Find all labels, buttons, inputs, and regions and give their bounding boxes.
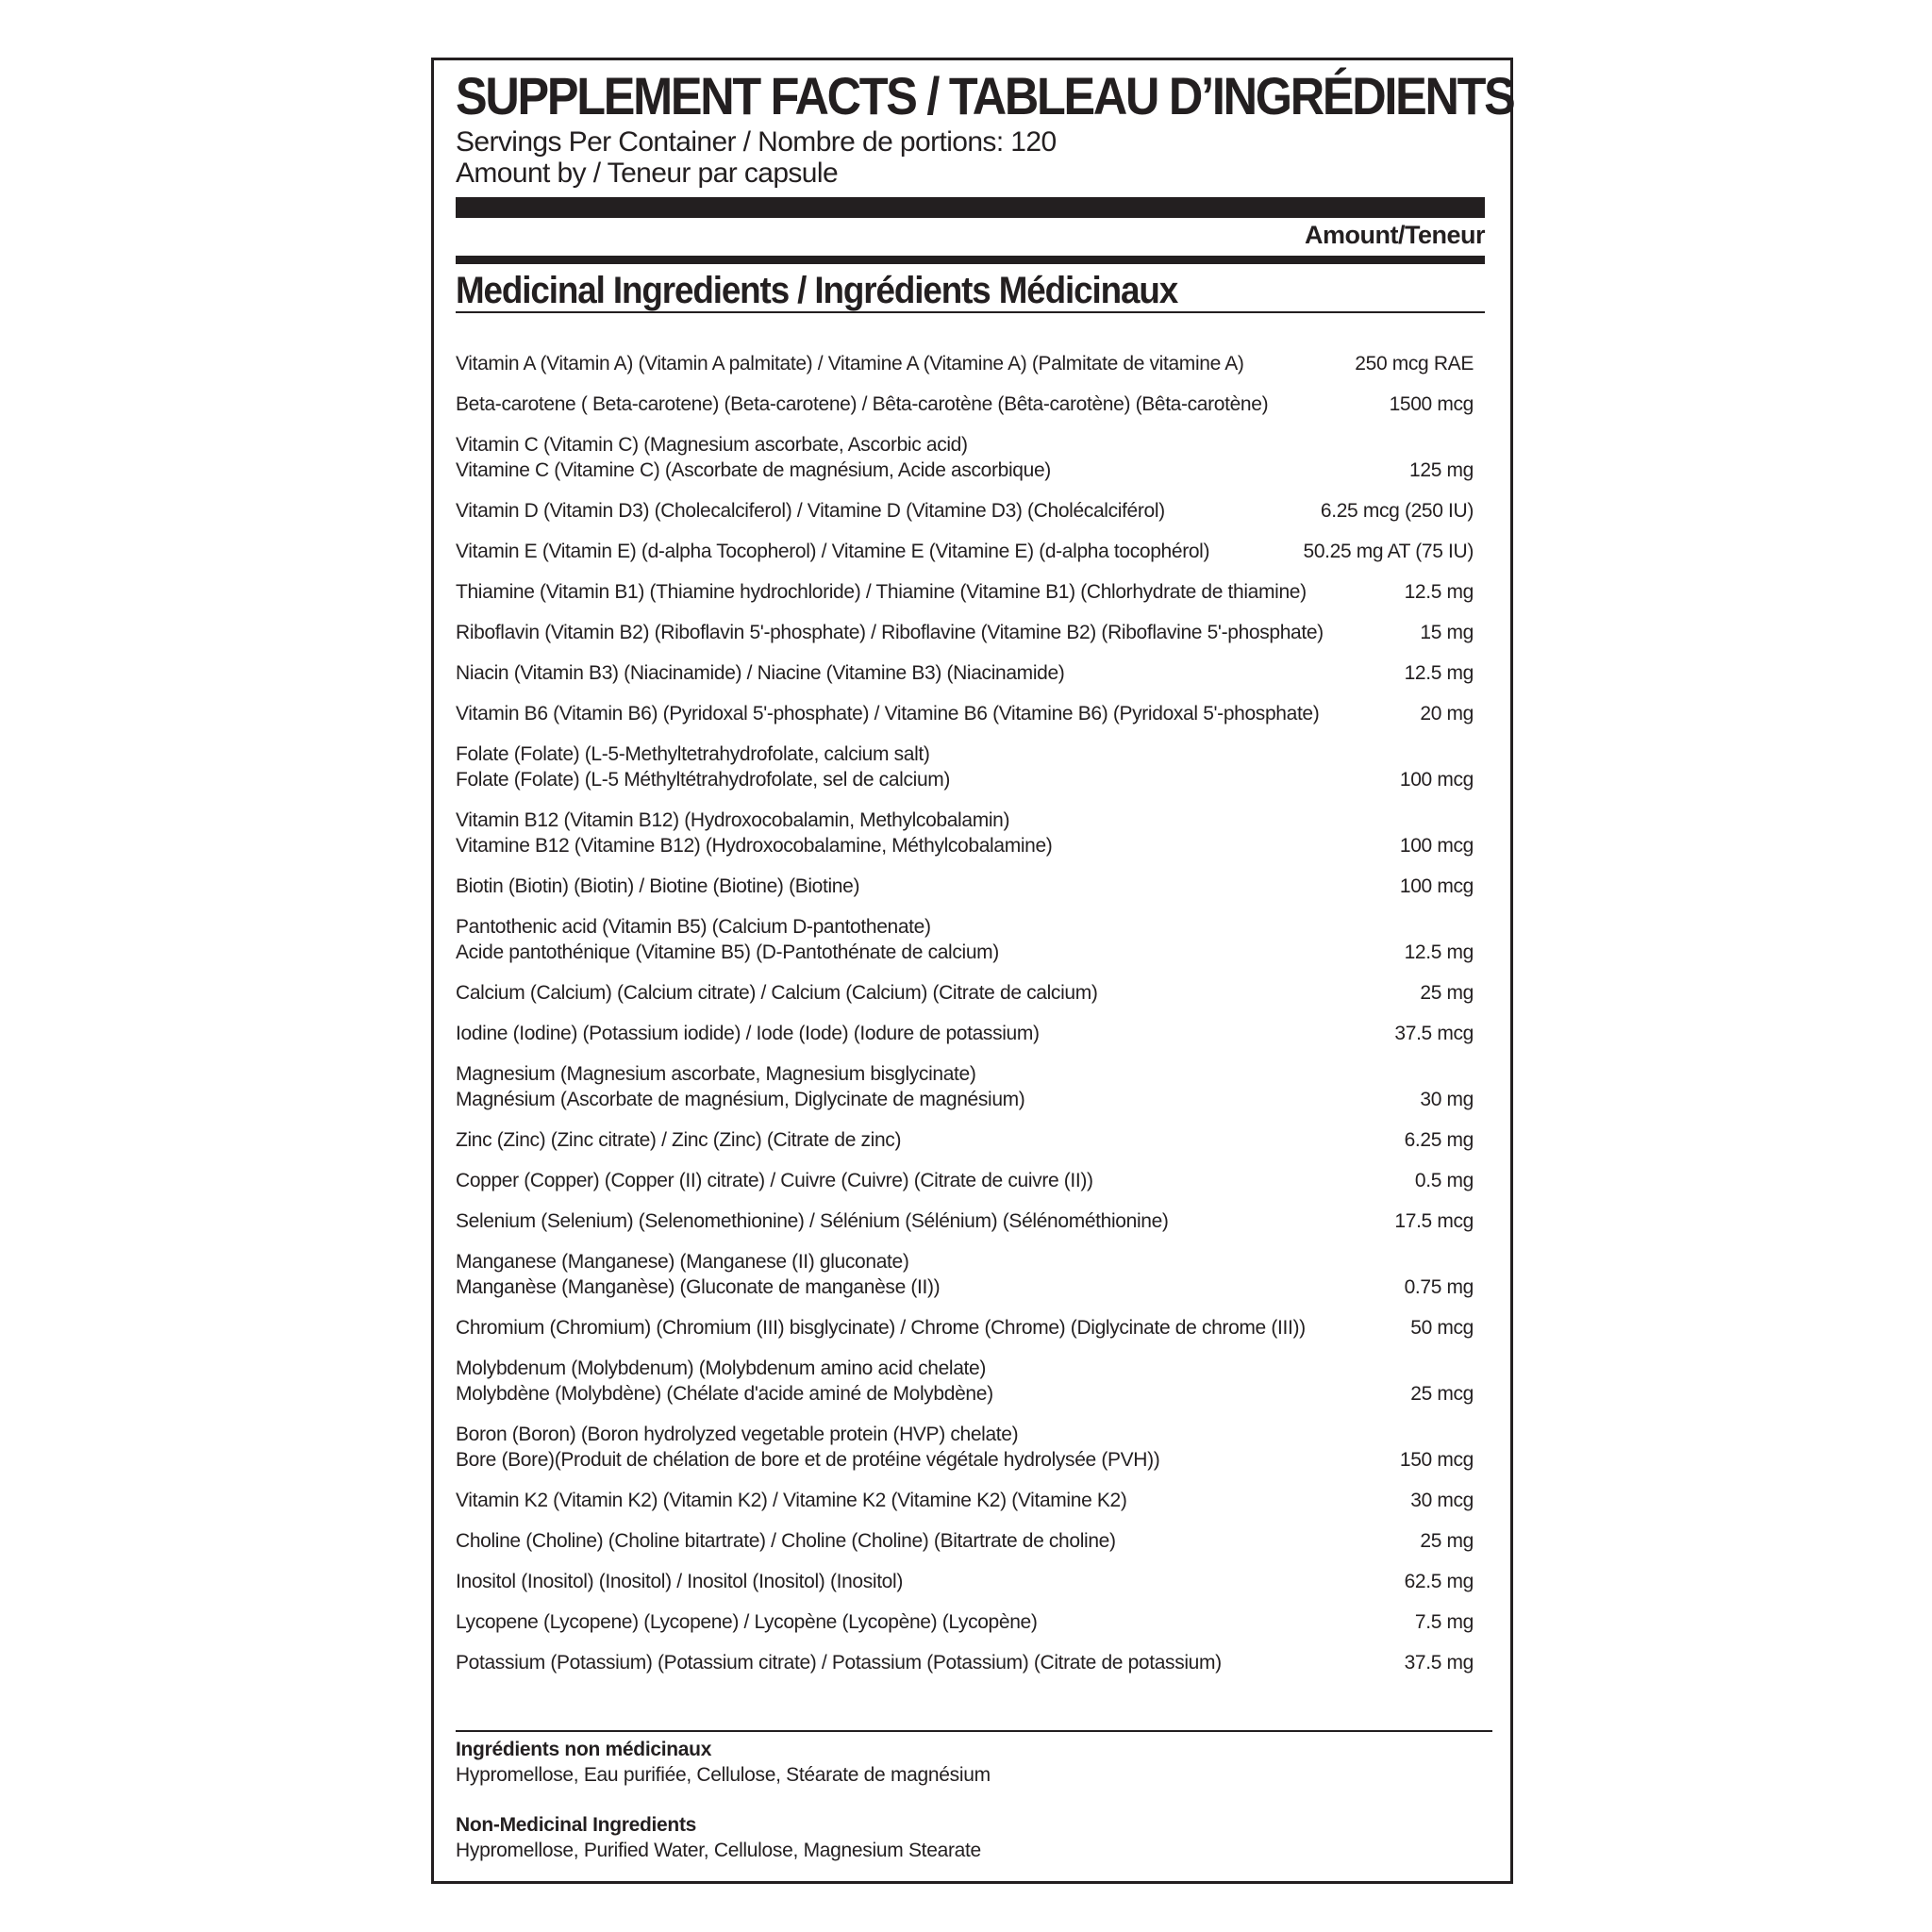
ingredient-row [456,1528,1485,1569]
ingredient-row [456,620,1485,660]
ingredient-amount: 25 mg [1420,982,1474,1004]
ingredient-amount: 37.5 mcg [1394,1023,1474,1044]
bottom-divider [456,1730,1492,1732]
ingredient-row [456,432,1485,498]
ingredient-name: Biotin (Biotin) (Biotin) / Biotine (Biotine) (Biotine) [456,875,860,897]
ingredient-row [456,1168,1485,1208]
ingredient-name: Calcium (Calcium) (Calcium citrate) / Calcium (Calcium) (Citrate de calcium) [456,982,1098,1004]
ingredient-name: Choline (Choline) (Choline bitartrate) / Choline (Choline) (Bitartrate de choline) [456,1530,1116,1552]
ingredient-name: Folate (Folate) (L-5-Methyltetrahydrofolate, calcium salt) Folate (Folate) (L-5 Méthyltétrahydrofolate, sel de calcium) [456,743,951,791]
ingredient-row [456,539,1485,579]
medium-divider [456,256,1485,264]
ingredient-amount: 30 mcg [1410,1490,1474,1511]
ingredient-name: Vitamin K2 (Vitamin K2) (Vitamin K2) / Vitamine K2 (Vitamine K2) (Vitamine K2) [456,1490,1127,1511]
ingredient-row [456,1061,1485,1127]
ingredient-name: Vitamin B12 (Vitamin B12) (Hydroxocobalamin, Methylcobalamin) Vitamine B12 (Vitamine B12) (Hydroxocobalamine, Méthylcobalamine) [456,809,1053,857]
ingredient-row [456,741,1485,808]
non-medicinal-en-text: Hypromellose, Purified Water, Cellulose, Magnesium Stearate [456,1840,981,1861]
ingredient-amount: 12.5 mg [1404,941,1474,963]
ingredient-name: Vitamin E (Vitamin E) (d-alpha Tocopherol) / Vitamine E (Vitamine E) (d-alpha tocophérol) [456,541,1210,562]
ingredient-amount: 30 mg [1420,1089,1474,1110]
ingredient-row [456,1315,1485,1356]
ingredient-amount: 100 mcg [1399,769,1474,791]
ingredient-row [456,1127,1485,1168]
ingredient-list [456,351,1485,1690]
thin-divider [456,311,1485,313]
ingredient-row [456,1569,1485,1609]
servings-per-container: Servings Per Container / Nombre de portions: 120 [456,126,1057,158]
ingredient-name: Molybdenum (Molybdenum) (Molybdenum amino acid chelate) Molybdène (Molybdène) (Chélate d'acide aminé de Molybdène) [456,1357,993,1405]
ingredient-amount: 25 mcg [1410,1383,1474,1405]
ingredient-row [456,1208,1485,1249]
ingredient-name: Vitamin B6 (Vitamin B6) (Pyridoxal 5'-phosphate) / Vitamine B6 (Vitamine B6) (Pyridoxal 5'-phosphate) [456,703,1320,724]
ingredient-name: Magnesium (Magnesium ascorbate, Magnesium bisglycinate) Magnésium (Ascorbate de magnésium, Diglycinate de magnésium) [456,1063,1025,1110]
ingredient-row [456,1650,1485,1690]
ingredient-amount: 15 mg [1420,622,1474,643]
ingredient-amount: 17.5 mcg [1394,1210,1474,1232]
ingredient-amount: 7.5 mg [1414,1611,1474,1633]
ingredient-row [456,914,1485,980]
ingredient-name: Boron (Boron) (Boron hydrolyzed vegetable protein (HVP) chelate) Bore (Bore)(Produit de chélation de bore et de protéine végétale hydrolysée (PVH)) [456,1424,1160,1471]
ingredient-amount: 250 mcg RAE [1355,353,1474,375]
thick-divider [456,197,1485,218]
ingredient-name: Thiamine (Vitamin B1) (Thiamine hydrochloride) / Thiamine (Vitamine B1) (Chlorhydrate de thiamine) [456,581,1307,603]
ingredient-row [456,701,1485,741]
ingredient-row [456,391,1485,432]
ingredient-amount: 50.25 mg AT (75 IU) [1303,541,1474,562]
panel-title: SUPPLEMENT FACTS / TABLEAU D’INGRÉDIENTS [456,66,1514,125]
ingredient-name: Potassium (Potassium) (Potassium citrate) / Potassium (Potassium) (Citrate de potassium) [456,1652,1222,1674]
ingredient-amount: 20 mg [1420,703,1474,724]
ingredient-amount: 125 mg [1409,459,1474,481]
ingredient-name: Selenium (Selenium) (Selenomethionine) / Sélénium (Sélénium) (Sélénométhionine) [456,1210,1169,1232]
ingredient-row [456,1249,1485,1315]
ingredient-row [456,808,1485,874]
ingredient-name: Zinc (Zinc) (Zinc citrate) / Zinc (Zinc) (Citrate de zinc) [456,1129,902,1151]
ingredient-name: Vitamin A (Vitamin A) (Vitamin A palmitate) / Vitamine A (Vitamine A) (Palmitate de vitamine A) [456,353,1244,375]
supplement-facts-panel [431,58,1513,1884]
ingredient-amount: 100 mcg [1399,835,1474,857]
ingredient-name: Riboflavin (Vitamin B2) (Riboflavin 5'-phosphate) / Riboflavine (Vitamine B2) (Riboflavine 5'-phosphate) [456,622,1324,643]
panel-content [456,60,1514,1881]
ingredient-row [456,660,1485,701]
ingredient-row [456,874,1485,914]
ingredient-name: Niacin (Vitamin B3) (Niacinamide) / Niacine (Vitamine B3) (Niacinamide) [456,662,1065,684]
medicinal-ingredients-heading: Medicinal Ingredients / Ingrédients Médicinaux [456,270,1178,311]
ingredient-row [456,498,1485,539]
ingredient-amount: 62.5 mg [1404,1571,1474,1592]
ingredient-name: Lycopene (Lycopene) (Lycopene) / Lycopène (Lycopène) (Lycopène) [456,1611,1038,1633]
amount-column-header: Amount/Teneur [1305,221,1485,249]
ingredient-row [456,579,1485,620]
ingredient-amount: 37.5 mg [1404,1652,1474,1674]
ingredient-name: Inositol (Inositol) (Inositol) / Inositol (Inositol) (Inositol) [456,1571,903,1592]
ingredient-amount: 1500 mcg [1389,393,1474,415]
ingredient-amount: 100 mcg [1399,875,1474,897]
ingredient-amount: 6.25 mg [1404,1129,1474,1151]
non-medicinal-en-heading: Non-Medicinal Ingredients [456,1814,697,1836]
ingredient-row [456,1021,1485,1061]
non-medicinal-fr-heading: Ingrédients non médicinaux [456,1739,712,1760]
amount-by-serving: Amount by / Teneur par capsule [456,158,839,189]
ingredient-amount: 150 mcg [1399,1449,1474,1471]
ingredient-row [456,980,1485,1021]
ingredient-name: Copper (Copper) (Copper (II) citrate) / Cuivre (Cuivre) (Citrate de cuivre (II)) [456,1170,1093,1191]
ingredient-amount: 25 mg [1420,1530,1474,1552]
ingredient-name: Iodine (Iodine) (Potassium iodide) / Iode (Iode) (Iodure de potassium) [456,1023,1040,1044]
ingredient-name: Beta-carotene ( Beta-carotene) (Beta-carotene) / Bêta-carotène (Bêta-carotène) (Bêta-carotène) [456,393,1269,415]
ingredient-amount: 6.25 mcg (250 IU) [1320,500,1474,522]
ingredient-row [456,1422,1485,1488]
ingredient-name: Chromium (Chromium) (Chromium (III) bisglycinate) / Chrome (Chrome) (Diglycinate de chrome (III)) [456,1317,1306,1339]
ingredient-name: Vitamin D (Vitamin D3) (Cholecalciferol) / Vitamine D (Vitamine D3) (Cholécalciférol) [456,500,1165,522]
ingredient-name: Pantothenic acid (Vitamin B5) (Calcium D-pantothenate) Acide pantothénique (Vitamine B5) (D-Pantothénate de calcium) [456,916,999,963]
ingredient-name: Manganese (Manganese) (Manganese (II) gluconate) Manganèse (Manganèse) (Gluconate de manganèse (II)) [456,1251,941,1298]
ingredient-amount: 0.5 mg [1414,1170,1474,1191]
ingredient-row [456,351,1485,391]
ingredient-row [456,1488,1485,1528]
ingredient-row [456,1609,1485,1650]
ingredient-row [456,1356,1485,1422]
ingredient-amount: 50 mcg [1410,1317,1474,1339]
non-medicinal-fr-text: Hypromellose, Eau purifiée, Cellulose, Stéarate de magnésium [456,1764,991,1786]
ingredient-name: Vitamin C (Vitamin C) (Magnesium ascorbate, Ascorbic acid) Vitamine C (Vitamine C) (Ascorbate de magnésium, Acide ascorbique) [456,434,1051,481]
ingredient-amount: 12.5 mg [1404,581,1474,603]
ingredient-amount: 12.5 mg [1404,662,1474,684]
ingredient-amount: 0.75 mg [1404,1276,1474,1298]
